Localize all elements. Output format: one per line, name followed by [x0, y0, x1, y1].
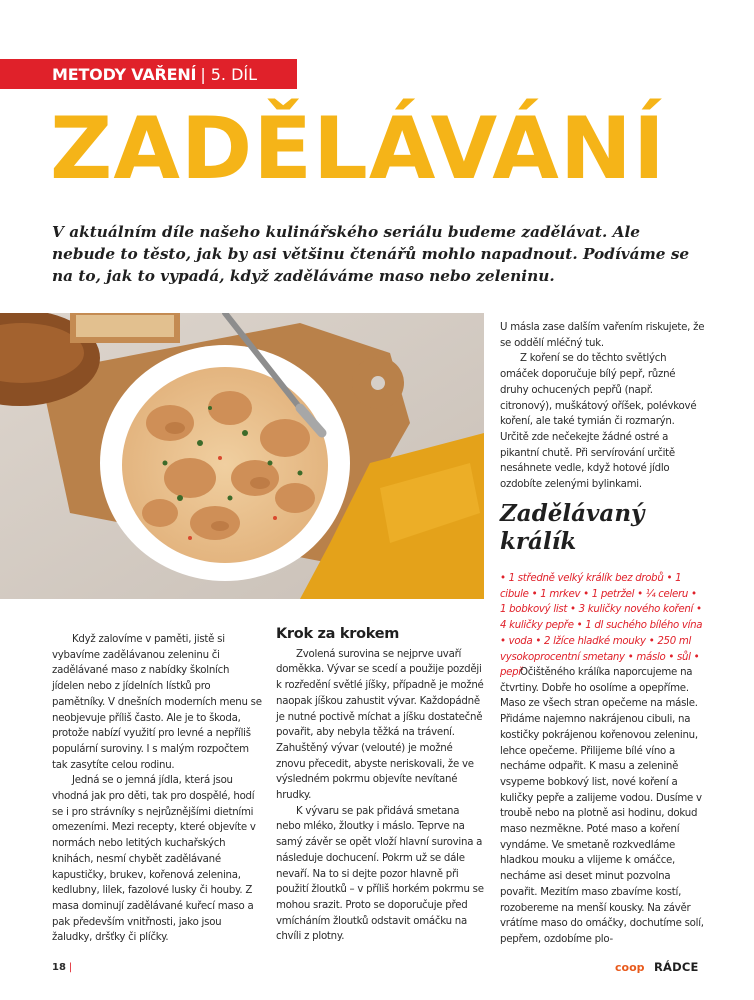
paragraph: Jedná se o jemná jídla, která jsou vhodná jak pro děti, tak pro dospělé, hodí se i pro strávníky s nejrůznějšími dietními omezeními. Mezi recepty, které objevíte v normách nebo letitých kuchařských knihách, nesmí chybět zadělávané kapustičky, brukev, kořenová zelenina, kedlubny, lilek, fazolové lusky či houby. Z masa dominují zadělávané kuřecí maso a pak především vnitřnosti, jako jsou žaludky, dršťky či plíčky. — [52, 775, 256, 944]
body-column-2 — [276, 627, 484, 945]
series-name: METODY VAŘENÍ — [52, 64, 197, 84]
recipe-title-line-2: králík — [500, 528, 577, 555]
recipe-title-line-1: Zadělávaný — [500, 500, 645, 527]
dish-photo — [0, 313, 484, 599]
series-label — [0, 59, 297, 89]
body-column-1 — [52, 632, 262, 946]
section-heading: Krok za krokem — [276, 626, 400, 642]
recipe-ingredients: • 1 středně velký králík bez drobů • 1 cibule • 1 mrkev • 1 petržel • ¼ celeru • 1 bobkový list • 3 kuličky nového koření • 4 kuličky pepře • 1 dl suchého bílého vína • voda • 2 lžíce hladké mouky • 250 ml vysokoprocentní smetany • máslo • sůl • pepř — [500, 573, 703, 679]
paragraph: Když zalovíme v paměti, jistě si vybavíme zadělávanou zeleninu či zadělávané maso z nabídky školních jídelen nebo z jídelních lístků pro pamětníky. V dnešních moderních menu se neobjevuje příliš často. Ale je to škoda, protože nabízí využití pro levné a nepříliš populární suroviny. I s malým rozpočtem tak zasytíte celou rodinu. — [52, 634, 262, 771]
page-number-separator: | — [68, 962, 73, 973]
series-separator: | — [200, 64, 206, 84]
svg-text:coop: coop — [615, 961, 645, 974]
page-number — [52, 962, 72, 973]
recipe-method — [500, 665, 706, 948]
magazine-name: RÁDCE — [654, 960, 699, 974]
series-part: 5. DÍL — [210, 64, 258, 84]
article-lead: V aktuálním díle našeho kulinářského seriálu budeme zadělávat. Ale nebude to těsto, jak by asi většinu čtenářů mohlo napadnout. Podíváme se na to, jak to vypadá, když zaděláváme maso nebo zeleninu. — [52, 223, 690, 285]
paragraph: Očištěného králíka naporcujeme na čtvrtiny. Dobře ho osolíme a opepříme. Maso ze všech stran opečeme na másle. Přidáme najemno nakrájenou cibuli, na kostičky pokrájenou kořenovou zeleninu, lehce opečeme. Přilijeme bílé víno a necháme odpařit. K masu a zelenině vsypeme bobkový list, nové koření a kuličky pepře a zalijeme vodou. Dusíme v troubě nebo na plotně asi hodinu, dokud maso nezměkne. Poté maso a koření vyndáme. Ve smetaně rozkvedláme hladkou mouku a vlijeme k omáčce, necháme asi deset minut pozvolna povařit. Mezitím maso zbavíme kostí, rozobereme na menší kousky. Na závěr vrátíme maso do omáčky, dochutíme solí, pepřem, ozdobíme plo- — [500, 667, 704, 945]
recipe-title — [500, 500, 710, 556]
paragraph: U másla zase dalším vařením riskujete, že se oddělí mléčný tuk. — [500, 322, 705, 349]
paragraph: K vývaru se pak přidává smetana nebo mléko, žloutky i máslo. Teprve na samý závěr se opět vloží hlavní surovina a následuje dochucení. Pokrm už se dále nevaří. Na to si dejte pozor hlavně při použití žloutků – v příliš horkém pokrmu se mohou srazit. Proto se doporučuje před vmícháním žloutků odstavit omáčku na chvíli z plotny. — [276, 805, 484, 943]
paragraph: Z koření se do těchto světlých omáček doporučuje bílý pepř, různé druhy ochucených pepřů (např. citronový), muškátový oříšek, polévkové koření, ale také tymián či rozmarýn. Určitě zde nečekejte žádné ostré a pikantní chutě. Při servírování určitě nesáhnete vedle, když hotové jídlo ozdobíte zelenými bylinkami. — [500, 353, 697, 491]
paragraph: Zvolená surovina se nejprve uvaří doměkka. Vývar se scedí a použije později k rozředění světlé jíšky, případně je možné naopak jíškou zahustit vývar. Každopádně je nutné poctivě míchat a jíšku dostatečně povařit, aby nebyla těžká na trávení. Zahuštěný vývar (velouté) je možné znovu přecedit, abyste neriskovali, že ve výsledném pokrmu objevíte nevítané hrudky. — [276, 648, 484, 802]
rabbit-stew-illustration — [0, 313, 484, 599]
footer-brand — [614, 960, 699, 974]
article-title: ZADĚLÁVÁNÍ — [50, 99, 666, 199]
body-column-3 — [500, 320, 706, 493]
page-number-value: 18 — [52, 962, 66, 973]
coop-logo-icon — [614, 960, 650, 974]
